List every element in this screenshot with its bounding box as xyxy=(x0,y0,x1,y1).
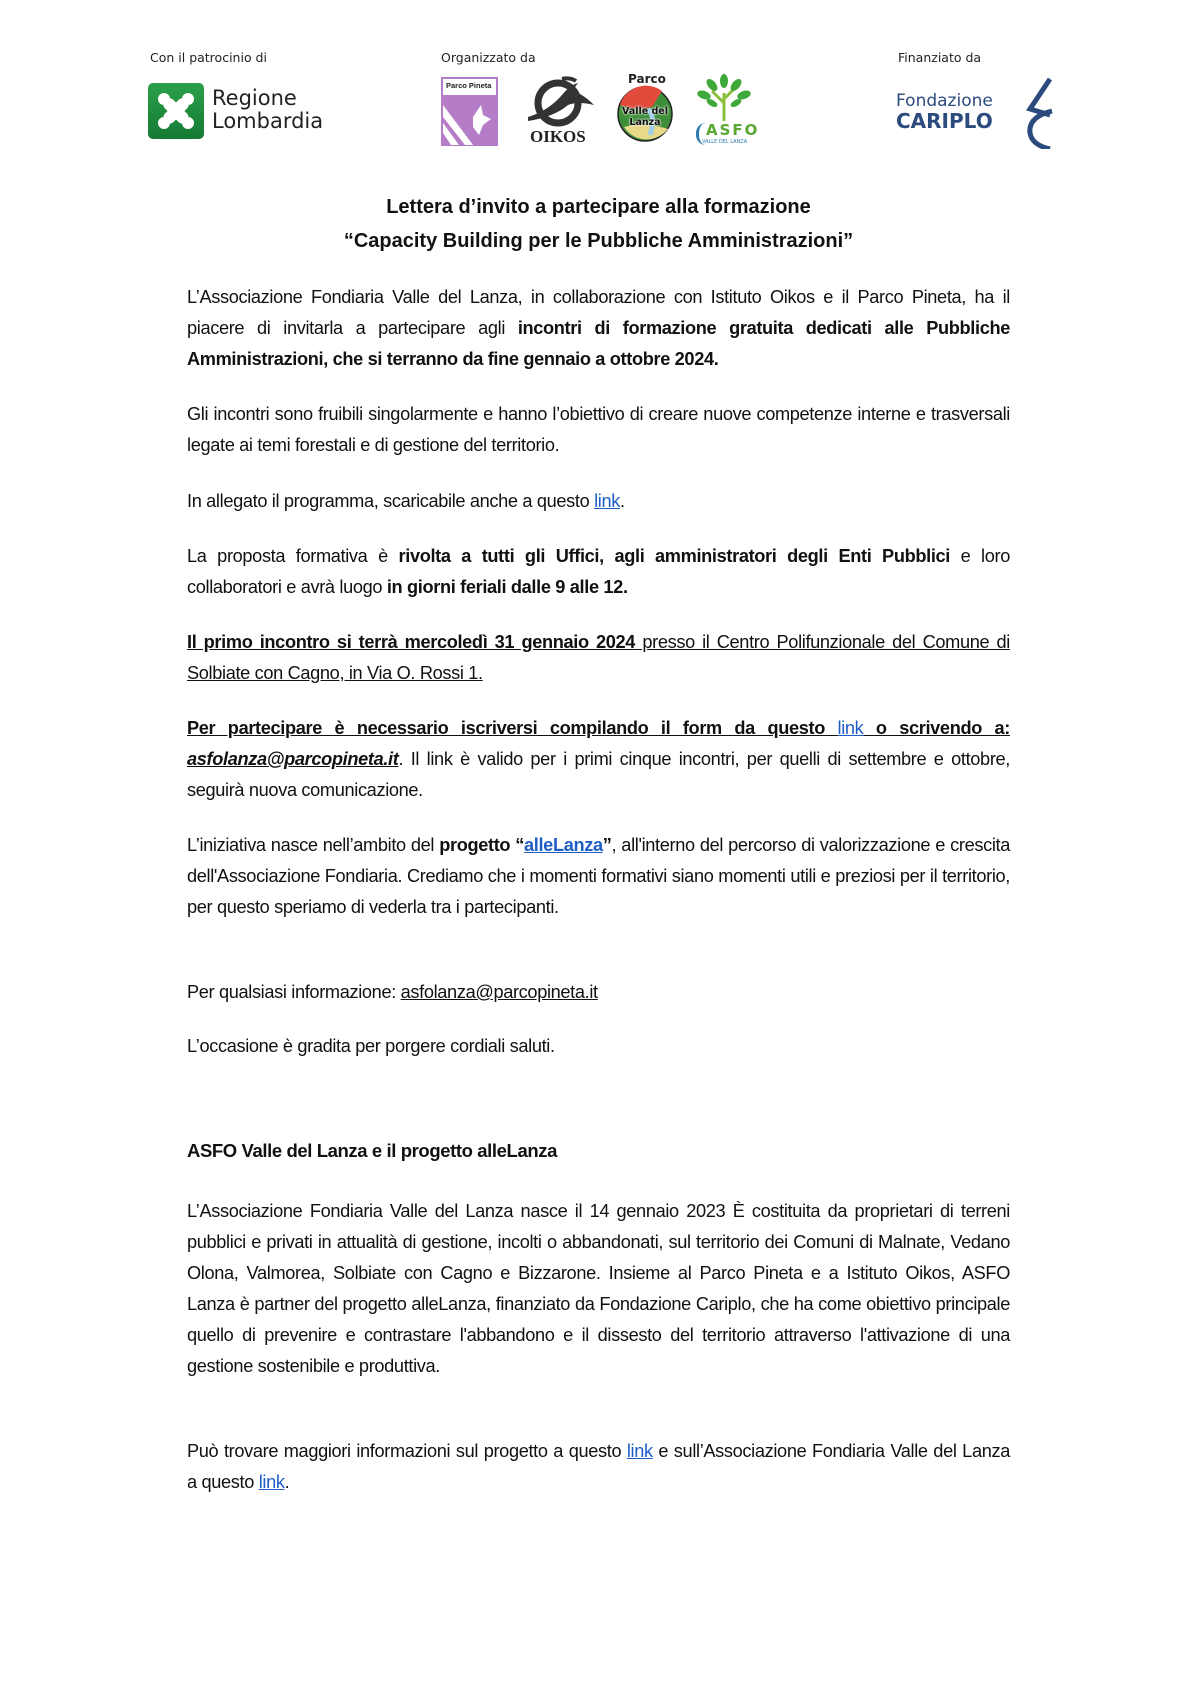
contact-text: Per qualsiasi informazione: xyxy=(187,982,401,1002)
registration-bold: Per partecipare è necessario iscriversi compilando il form da questo xyxy=(187,718,838,738)
audience-bold-2: in giorni feriali dalle 9 alle 12. xyxy=(386,577,628,597)
registration-text: . Il link è valido per i primi cinque incontri, per quelli di settembre e ottobre, seguirà nuova comunicazione. xyxy=(187,749,1010,800)
first-meeting-bold: Il primo incontro si terrà mercoledì 31 gennaio 2024 xyxy=(187,632,636,652)
cariplo-emblem-icon xyxy=(1024,77,1054,149)
initiative-paragraph xyxy=(187,830,1010,923)
regione-lombardia-logo xyxy=(148,83,348,141)
program-text-end: . xyxy=(619,491,625,511)
registration-link[interactable]: link xyxy=(837,718,864,738)
regione-lombardia-emblem-icon xyxy=(148,83,204,139)
parco-valle-top-text: Parco xyxy=(628,72,666,86)
cariplo-text: CARIPLO xyxy=(896,109,993,133)
title-line-1: Lettera d’invito a partecipare alla formazione xyxy=(386,196,811,218)
more-info-text-2: e sull’Associazione Fondiaria Valle del Lanza a questo xyxy=(187,1441,1010,1492)
funded-label: Finanziato da xyxy=(898,50,982,65)
parco-valle-mid-text: Valle del Lanza xyxy=(621,106,668,128)
more-info-text-end: . xyxy=(284,1472,290,1492)
registration-paragraph xyxy=(187,713,1010,806)
asfo-tree-icon xyxy=(692,73,756,121)
program-paragraph xyxy=(187,486,1010,517)
asfo-logo xyxy=(692,73,760,149)
oikos-text: OIKOS xyxy=(530,127,586,146)
parco-pineta-text: Parco Pineta xyxy=(446,81,492,90)
asfo-sub-text: VALLE DEL LANZA xyxy=(702,139,748,145)
parco-pineta-emblem-icon xyxy=(443,95,496,145)
parco-pineta-logo xyxy=(441,77,498,146)
audience-paragraph xyxy=(187,541,1010,603)
fondazione-cariplo-logo xyxy=(896,77,1056,149)
association-link[interactable]: link xyxy=(258,1472,285,1492)
more-info-paragraph xyxy=(187,1436,1010,1498)
asfo-text: ASFO xyxy=(706,121,760,139)
oikos-emblem-icon xyxy=(518,75,598,129)
first-meeting-text: presso il Centro Polifunzionale del Comune di Solbiate con Cagno, in Via O. Rossi 1. xyxy=(187,632,1010,683)
project-link[interactable]: link xyxy=(626,1441,653,1461)
patronage-label: Con il patrocinio di xyxy=(150,50,267,65)
regione-text: Regione xyxy=(212,86,297,110)
parco-valle-del-lanza-logo xyxy=(612,72,678,144)
closing-paragraph xyxy=(187,1031,1010,1062)
contact-email[interactable]: asfolanza@parcopineta.it xyxy=(400,982,598,1002)
fondazione-text: Fondazione xyxy=(896,91,993,111)
closing-text: L’occasione è gradita per porgere cordiali saluti. xyxy=(187,1036,555,1056)
initiative-bold: progetto “ xyxy=(439,835,525,855)
goal-paragraph xyxy=(187,399,1010,461)
initiative-quote-close: ” xyxy=(602,835,612,855)
initiative-text-2: , all'interno del percorso di valorizzazione e crescita dell'Associazione Fondiaria. Crediamo che i momenti formativi siano momenti utili e preziosi per il territorio, per questo speriamo di vederla tra i partecipanti. xyxy=(187,835,1010,917)
audience-bold-1: rivolta a tutti gli Uffici, agli amministratori degli Enti Pubblici xyxy=(398,546,950,566)
allelanza-link[interactable]: alleLanza xyxy=(524,835,603,855)
first-meeting-paragraph xyxy=(187,627,1010,689)
registration-bold-2: o scrivendo a: xyxy=(863,718,1010,738)
asfo-description-paragraph xyxy=(187,1196,1010,1382)
program-text: In allegato il programma, scaricabile anche a questo xyxy=(187,491,595,511)
audience-text-1: La proposta formativa è xyxy=(187,546,399,566)
program-link[interactable]: link xyxy=(594,491,620,511)
contact-paragraph xyxy=(187,977,1010,1008)
title-line-2: “Capacity Building per le Pubbliche Amministrazioni” xyxy=(343,230,854,252)
intro-paragraph xyxy=(187,282,1010,375)
organized-label: Organizzato da xyxy=(441,50,536,65)
goal-text: Gli incontri sono fruibili singolarmente e hanno l’obiettivo di creare nuove competenze interne e trasversali legate ai temi forestali e di gestione del territorio. xyxy=(187,404,1010,455)
registration-email[interactable]: asfolanza@parcopineta.it xyxy=(187,749,399,769)
audience-text-2: e loro collaboratori e avrà luogo xyxy=(187,546,1010,597)
asfo-description-text: L’Associazione Fondiaria Valle del Lanza nasce il 14 gennaio 2023 È costituita da proprietari di terreni pubblici e privati in attualità di gestione, incolti o abbandonati, sul territorio dei Comuni di Malnate, Vedano Olona, Valmorea, Solbiate con Cagno e Bizzarone. Insieme al Parco Pineta e a Istituto Oikos, ASFO Lanza è partner del progetto alleLanza, finanziato da Fondazione Cariplo, che ha come obiettivo principale quello di prevenire e contrastare l'abbandono e il dissesto del territorio attraverso l'attivazione di una gestione sostenibile e produttiva. xyxy=(187,1201,1010,1376)
document-title xyxy=(187,190,1010,258)
initiative-text-1: L’iniziativa nasce nell’ambito del xyxy=(187,835,440,855)
oikos-logo xyxy=(518,75,598,147)
intro-bold-text: incontri di formazione gratuita dedicati alle Pubbliche Amministrazioni, che si terranno da fine gennaio a ottobre 2024. xyxy=(187,318,1010,369)
lombardia-text: Lombardia xyxy=(212,109,324,133)
section-heading-wrapper xyxy=(187,1140,1010,1162)
asfo-swoosh-icon xyxy=(696,123,709,145)
section-heading: ASFO Valle del Lanza e il progetto alleLanza xyxy=(187,1140,557,1161)
more-info-text-1: Può trovare maggiori informazioni sul progetto a questo xyxy=(187,1441,627,1461)
intro-text: L’Associazione Fondiaria Valle del Lanza, in collaborazione con Istituto Oikos e il Parco Pineta, ha il piacere di invitarla a partecipare agli xyxy=(187,287,1010,338)
